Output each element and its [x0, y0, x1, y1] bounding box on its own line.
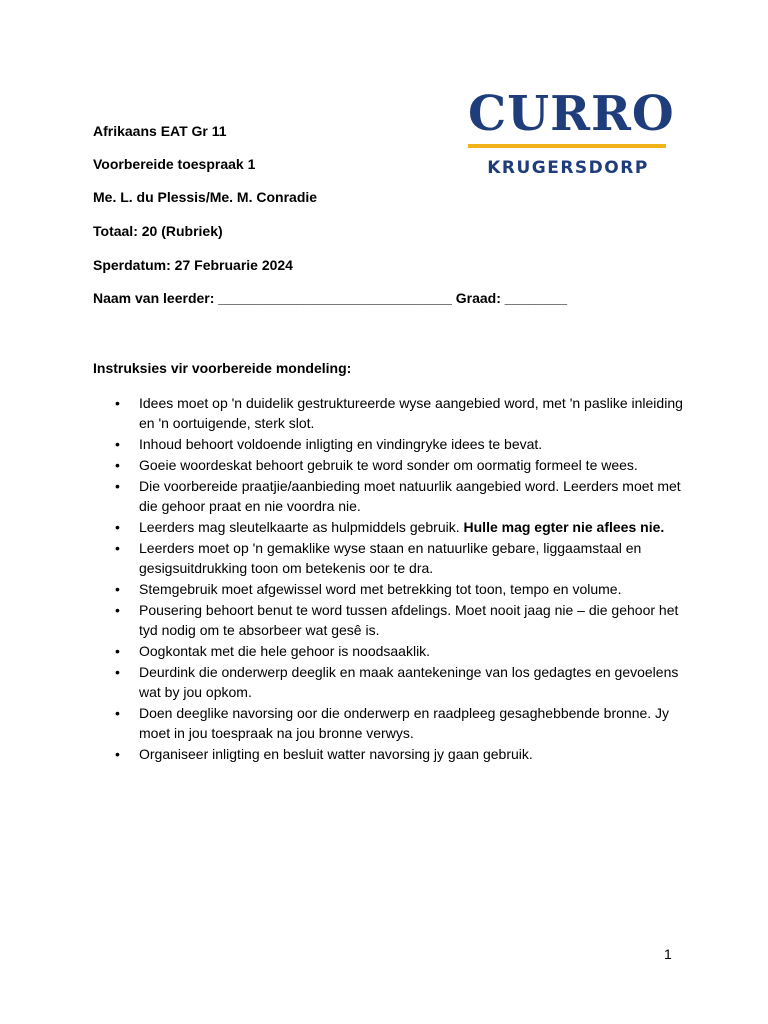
logo-underline — [468, 144, 666, 148]
bullet-icon: • — [115, 581, 120, 597]
bullet-icon: • — [115, 436, 120, 452]
bullet-icon: • — [115, 519, 120, 535]
deadline-line: Sperdatum: 27 Februarie 2024 — [93, 257, 293, 273]
bold-warning: Hulle mag egter nie aflees nie. — [463, 519, 665, 535]
teachers-line: Me. L. du Plessis/Me. M. Conradie — [93, 189, 318, 205]
bullet-icon: • — [115, 602, 120, 618]
learner-name-line: Naam van leerder: ______________________________ Graad: ________ — [93, 290, 568, 306]
bullet-icon: • — [115, 664, 120, 680]
list-item: • Oogkontak met die hele gehoor is noodsaaklik. — [115, 643, 431, 659]
logo-campus: KRUGERSDORP — [487, 158, 649, 178]
bullet-icon: • — [115, 643, 120, 659]
list-item: • Stemgebruik moet afgewissel word met betrekking tot toon, tempo en volume. — [115, 581, 622, 597]
list-item: • Doen deeglike navorsing oor die onderwerp en raadpleeg gesaghebbende bronne. Jy moet in jou toespraak na jou bronne verwys. — [115, 705, 670, 741]
bullet-icon: • — [115, 746, 120, 762]
task-line: Voorbereide toespraak 1 — [93, 156, 256, 172]
list-item: • Leerders mag sleutelkaarte as hulpmiddels gebruik. Hulle mag egter nie aflees nie. — [115, 519, 665, 535]
page-number: 1 — [664, 946, 672, 962]
list-item: • Inhoud behoort voldoende inligting en vindingryke idees te bevat. — [115, 436, 543, 452]
bullet-icon: • — [115, 457, 120, 473]
list-item: • Deurdink die onderwerp deeglik en maak aantekeninge van los gedagtes en gevoelens wat by jou opkom. — [115, 664, 679, 700]
bullet-icon: • — [115, 478, 120, 494]
total-line: Totaal: 20 (Rubriek) — [93, 223, 223, 239]
instructions-list — [93, 393, 683, 765]
list-item: • Goeie woordeskat behoort gebruik te word sonder om oormatig formeel te wees. — [115, 457, 638, 473]
list-item: • Pousering behoort benut te word tussen afdelings. Moet nooit jaag nie – die gehoor het tyd nodig om te absorbeer wat gesê is. — [115, 602, 679, 638]
curro-logo — [468, 86, 675, 178]
bullet-icon: • — [115, 705, 120, 721]
list-item: • Organiseer inligting en besluit watter navorsing jy gaan gebruik. — [115, 746, 533, 762]
list-item: • Idees moet op 'n duidelik gestruktureerde wyse aangebied word, met 'n paslike inleiding en 'n oortuigende, sterk slot. — [115, 395, 683, 431]
bullet-icon: • — [115, 540, 120, 556]
list-item: • Die voorbereide praatjie/aanbieding moet natuurlik aangebied word. Leerders moet met die gehoor praat en nie voordra nie. — [115, 478, 681, 514]
instructions-title: Instruksies vir voorbereide mondeling: — [93, 360, 352, 376]
logo-wordmark: CURRO — [468, 86, 675, 142]
bullet-icon: • — [115, 395, 120, 411]
subject-line: Afrikaans EAT Gr 11 — [93, 123, 227, 139]
list-item: • Leerders moet op 'n gemaklike wyse staan en natuurlike gebare, liggaamstaal en gesigsuitdrukking toon om betekenis oor te dra. — [115, 540, 642, 576]
